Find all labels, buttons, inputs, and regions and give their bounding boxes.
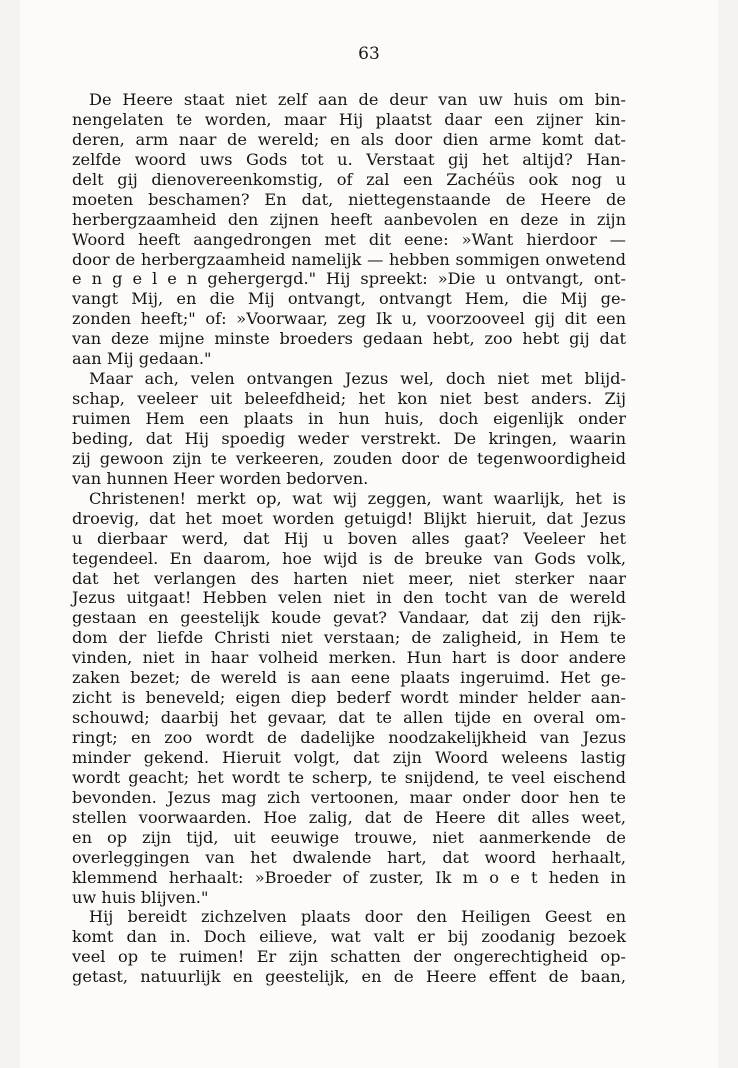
text-line: overleggingen van het dwalende hart, dat woord herhaalt, — [72, 847, 626, 867]
book-page — [20, 0, 718, 1068]
text-line: veel op te ruimen! Er zijn schatten der ongerechtigheid op- — [72, 947, 626, 967]
text-line: beding, dat Hij spoedig weder verstrekt. De kringen, waarin — [72, 428, 626, 448]
text-line: Hij bereidt zichzelven plaats door den Heiligen Geest en — [89, 907, 626, 927]
text-line: zij gewoon zijn te verkeeren, zouden door de tegenwoordigheid — [72, 448, 626, 468]
text-line: schap, veeleer uit beleefdheid; het kon niet best anders. Zij — [72, 389, 626, 409]
text-line: zonden heeft;" of: »Voorwaar, zeg Ik u, voorzooveel gij dit een — [72, 309, 626, 329]
text-line: De Heere staat niet zelf aan de deur van uw huis om bin- — [89, 90, 626, 109]
text-line: en op zijn tijd, uit eeuwige trouwe, niet aanmerkende de — [72, 827, 626, 847]
text-line: nengelaten te worden, maar Hij plaatst daar een zijner kin- — [72, 109, 626, 129]
text-line: herbergzaamheid den zijnen heeft aanbevolen en deze in zijn — [72, 209, 626, 229]
text-line: Jezus uitgaat! Hebben velen niet in den tocht van de wereld — [72, 588, 626, 608]
text-line: dat het verlangen des harten niet meer, niet sterker naar — [72, 568, 626, 588]
text-line: delt gij dienovereenkomstig, of zal een Zachéüs ook nog u — [72, 169, 626, 189]
page-number: 63 — [358, 44, 380, 64]
text-line: e n g e l e n gehergergd." Hij spreekt: »Die u ontvangt, ont- — [72, 269, 626, 289]
text-line: gestaan en geestelijk koude gevat? Vandaar, dat zij den rijk- — [72, 608, 626, 628]
text-line: stellen voorwaarden. Hoe zalig, dat de Heere dit alles weet, — [72, 807, 626, 827]
text-line: aan Mij gedaan." — [72, 349, 212, 369]
text-line: wordt geacht; het wordt te scherp, te snijdend, te veel eischend — [72, 767, 626, 787]
text-line: komt dan in. Doch eilieve, wat valt er bij zoodanig bezoek — [72, 927, 626, 947]
text-line: door de herbergzaamheid namelijk — hebben sommigen onwetend — [72, 249, 626, 269]
text-line: bevonden. Jezus mag zich vertoonen, maar onder door hen te — [72, 787, 626, 807]
text-line: vinden, niet in haar volheid merken. Hun hart is door andere — [72, 648, 626, 668]
text-line: u dierbaar werd, dat Hij u boven alles gaat? Veeleer het — [72, 528, 626, 548]
text-line: minder gekend. Hieruit volgt, dat zijn Woord weleens lastig — [72, 747, 626, 767]
text-line: Woord heeft aangedrongen met dit eene: »Want hierdoor — — [72, 229, 626, 249]
text-line: dom der liefde Christi niet verstaan; de zaligheid, in Hem te — [72, 628, 626, 648]
text-line: deren, arm naar de wereld; en als door dien arme komt dat- — [72, 129, 626, 149]
text-line: droevig, dat het moet worden getuigd! Blijkt hieruit, dat Jezus — [72, 508, 626, 528]
text-line: zicht is beneveld; eigen diep bederf wordt minder helder aan- — [72, 688, 626, 708]
text-line: Christenen! merkt op, wat wij zeggen, want waarlijk, het is — [89, 488, 626, 508]
text-line: Maar ach, velen ontvangen Jezus wel, doch niet met blijd- — [89, 369, 626, 389]
text-line: van deze mijne minste broeders gedaan hebt, zoo hebt gij dat — [72, 329, 626, 349]
page-body-text — [72, 90, 626, 987]
text-line: van hunnen Heer worden bedorven. — [72, 468, 369, 488]
text-line: klemmend herhaalt: »Broeder of zuster, Ik m o e t heden in — [72, 867, 626, 887]
text-line: zaken bezet; de wereld is aan eene plaats ingeruimd. Het ge- — [72, 668, 626, 688]
text-line: zelfde woord uws Gods tot u. Verstaat gij het altijd? Han- — [72, 149, 626, 169]
text-line: vangt Mij, en die Mij ontvangt, ontvangt Hem, die Mij ge- — [72, 289, 626, 309]
text-line: moeten beschamen? En dat, niettegenstaande de Heere de — [72, 189, 626, 209]
text-line: ruimen Hem een plaats in hun huis, doch eigenlijk onder — [72, 409, 626, 428]
text-line: schouwd; daarbij het gevaar, dat te allen tijde en overal om- — [72, 708, 626, 728]
text-line: uw huis blijven." — [72, 887, 209, 907]
text-line: getast, natuurlijk en geestelijk, en de Heere effent de baan, — [72, 967, 626, 987]
text-line: tegendeel. En daarom, hoe wijd is de breuke van Gods volk, — [72, 548, 626, 568]
text-line: ringt; en zoo wordt de dadelijke noodzakelijkheid van Jezus — [72, 728, 626, 747]
